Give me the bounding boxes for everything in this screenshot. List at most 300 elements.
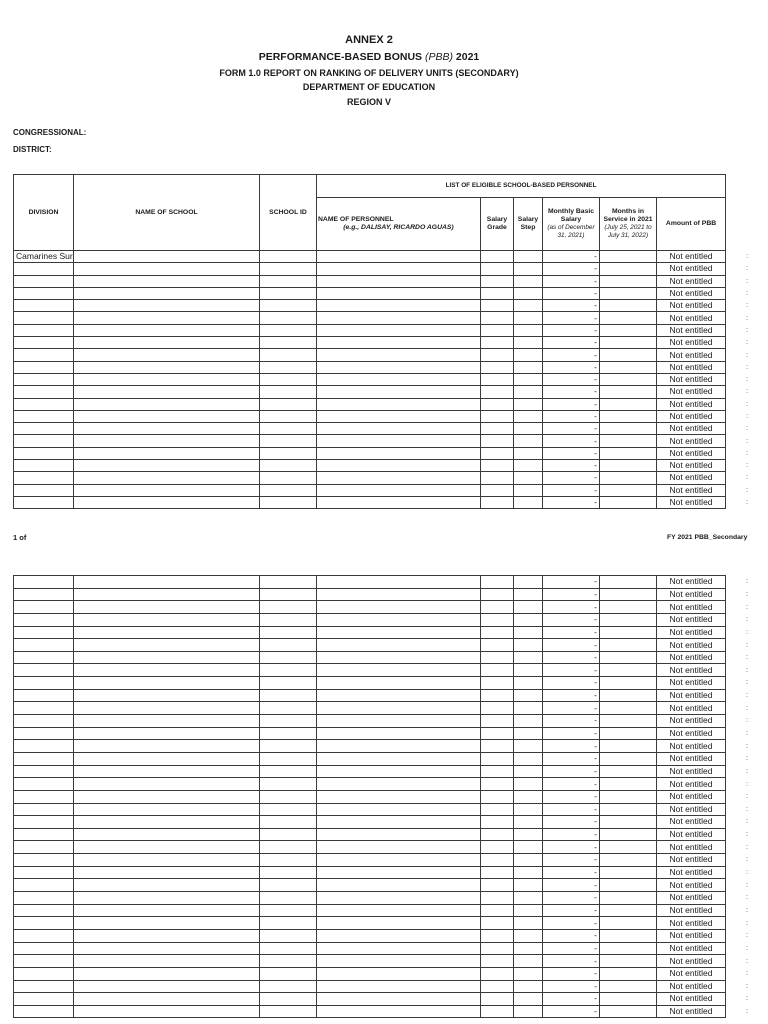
division-cell	[14, 803, 74, 816]
salary-grade-cell	[481, 361, 514, 373]
months-service-cell	[600, 312, 657, 324]
eligible-personnel-group-header: LIST OF ELIGIBLE SCHOOL-BASED PERSONNEL	[317, 175, 726, 198]
months-service-cell	[600, 588, 657, 601]
table-row	[14, 386, 756, 398]
salary-step-cell	[514, 816, 543, 829]
months-service-cell	[600, 816, 657, 829]
salary-step-cell	[514, 435, 543, 447]
salary-step-cell	[514, 460, 543, 472]
row-side-mark: :	[746, 363, 749, 371]
division-cell	[14, 349, 74, 361]
salary-step-cell	[514, 651, 543, 664]
salary-grade-cell	[481, 790, 514, 803]
months-service-cell	[600, 803, 657, 816]
salary-step-cell	[514, 803, 543, 816]
row-side-mark: :	[746, 957, 748, 965]
school-id-cell	[260, 967, 317, 980]
school-name-cell	[74, 702, 260, 715]
table-row	[14, 361, 756, 373]
months-service-cell	[600, 790, 657, 803]
row-side-mark: :	[746, 388, 749, 396]
monthly-salary-header-line: Monthly Basic	[547, 208, 595, 215]
school-id-cell	[260, 677, 317, 690]
school-name-cell	[74, 677, 260, 690]
division-cell	[14, 790, 74, 803]
row-side-mark: :	[746, 995, 748, 1003]
school-name-cell	[74, 942, 260, 955]
school-id-cell	[260, 275, 317, 287]
school-name-cell	[74, 423, 260, 435]
monthly-salary-cell: -	[543, 803, 600, 816]
months-service-cell	[600, 651, 657, 664]
school-id-cell	[260, 300, 317, 312]
division-cell	[14, 287, 74, 299]
personnel-name-cell	[317, 447, 481, 459]
personnel-name-cell	[317, 778, 481, 791]
monthly-salary-cell: -	[543, 651, 600, 664]
pbb-amount-cell: Not entitled	[657, 423, 726, 435]
monthly-salary-cell: -	[543, 386, 600, 398]
table-row	[14, 752, 756, 765]
salary-step-cell	[514, 664, 543, 677]
salary-grade-cell	[481, 879, 514, 892]
division-cell	[14, 816, 74, 829]
school-id-cell	[260, 588, 317, 601]
pbb-amount-cell: Not entitled	[657, 626, 726, 639]
school-id-cell	[260, 251, 317, 263]
table-row	[14, 460, 756, 472]
row-side-mark: :	[746, 413, 749, 420]
school-name-cell	[74, 639, 260, 652]
row-side-mark: :	[746, 932, 748, 940]
division-cell	[14, 472, 74, 484]
pbb-amount-cell: Not entitled	[657, 993, 726, 1006]
salary-step-cell	[514, 1005, 543, 1018]
congressional-label: CONGRESSIONAL:	[13, 128, 87, 137]
monthly-salary-cell: -	[543, 1005, 600, 1018]
salary-step-cell	[514, 639, 543, 652]
division-cell	[14, 841, 74, 854]
months-service-cell	[600, 373, 657, 385]
division-cell	[14, 664, 74, 677]
school-name-cell	[74, 398, 260, 410]
months-service-cell	[600, 337, 657, 349]
table-row	[14, 324, 756, 336]
months-service-cell	[600, 727, 657, 740]
monthly-salary-cell: -	[543, 601, 600, 614]
salary-step-cell	[514, 689, 543, 702]
row-side-mark: :	[746, 742, 748, 750]
pbb-amount-cell: Not entitled	[657, 410, 726, 422]
table-row	[14, 484, 756, 496]
division-cell	[14, 386, 74, 398]
salary-grade-cell	[481, 715, 514, 728]
school-name-cell	[74, 929, 260, 942]
row-side-mark: :	[746, 590, 748, 598]
school-id-cell	[260, 790, 317, 803]
row-side-mark: :	[746, 616, 748, 624]
row-side-mark: :	[746, 654, 748, 662]
school-id-cell	[260, 472, 317, 484]
region-name: REGION V	[346, 97, 391, 107]
division-cell	[14, 275, 74, 287]
division-cell	[14, 929, 74, 942]
monthly-salary-cell: -	[543, 664, 600, 677]
salary-step-header-line: Step	[520, 224, 536, 231]
division-cell	[14, 588, 74, 601]
annex-label: ANNEX 2	[345, 34, 393, 46]
monthly-salary-cell: -	[543, 816, 600, 829]
school-name-cell	[74, 300, 260, 312]
salary-step-cell	[514, 677, 543, 690]
pbb-amount-cell: Not entitled	[657, 287, 726, 299]
school-name-cell	[74, 349, 260, 361]
school-id-cell	[260, 778, 317, 791]
pbb-amount-cell: Not entitled	[657, 664, 726, 677]
pbb-amount-cell: Not entitled	[657, 778, 726, 791]
months-service-cell	[600, 460, 657, 472]
table-row	[14, 337, 756, 349]
school-id-cell	[260, 702, 317, 715]
salary-step-cell	[514, 398, 543, 410]
row-side-mark: :	[746, 290, 749, 298]
salary-grade-cell	[481, 967, 514, 980]
row-side-mark: :	[746, 906, 748, 914]
district-label: DISTRICT:	[13, 145, 52, 154]
row-side-mark: :	[746, 1008, 748, 1016]
salary-step-cell	[514, 601, 543, 614]
division-cell	[14, 892, 74, 905]
months-service-cell	[600, 689, 657, 702]
months-service-cell	[600, 275, 657, 287]
months-service-header-line: Service in 2021	[603, 216, 653, 223]
table-row	[14, 929, 756, 942]
monthly-salary-cell: -	[543, 752, 600, 765]
months-service-cell	[600, 715, 657, 728]
school-id-cell	[260, 664, 317, 677]
table-row	[14, 576, 756, 589]
personnel-name-cell	[317, 702, 481, 715]
salary-grade-cell	[481, 349, 514, 361]
salary-grade-cell	[481, 752, 514, 765]
months-service-cell	[600, 398, 657, 410]
salary-grade-cell	[481, 866, 514, 879]
school-id-cell	[260, 361, 317, 373]
monthly-salary-cell: -	[543, 790, 600, 803]
monthly-salary-cell: -	[543, 879, 600, 892]
salary-step-cell	[514, 752, 543, 765]
salary-step-cell	[514, 472, 543, 484]
monthly-salary-cell: -	[543, 980, 600, 993]
row-side-mark: :	[746, 578, 748, 586]
school-name-cell	[74, 841, 260, 854]
salary-grade-cell	[481, 980, 514, 993]
salary-step-cell	[514, 361, 543, 373]
pbb-amount-cell: Not entitled	[657, 816, 726, 829]
months-service-cell	[600, 639, 657, 652]
monthly-salary-cell: -	[543, 904, 600, 917]
pbb-amount-cell: Not entitled	[657, 752, 726, 765]
school-name-cell	[74, 435, 260, 447]
months-service-cell	[600, 993, 657, 1006]
salary-step-cell	[514, 765, 543, 778]
row-side-mark: :	[746, 603, 748, 611]
months-service-header	[600, 198, 657, 251]
salary-step-cell	[514, 929, 543, 942]
salary-grade-header	[481, 198, 514, 251]
months-service-cell	[600, 942, 657, 955]
personnel-name-cell	[317, 651, 481, 664]
monthly-salary-cell: -	[543, 435, 600, 447]
months-service-cell	[600, 386, 657, 398]
months-service-cell	[600, 955, 657, 968]
personnel-name-cell	[317, 626, 481, 639]
salary-step-cell	[514, 790, 543, 803]
table-row	[14, 778, 756, 791]
table-row	[14, 588, 756, 601]
monthly-salary-cell: -	[543, 287, 600, 299]
document-title	[0, 52, 738, 64]
salary-grade-cell	[481, 639, 514, 652]
monthly-salary-cell: -	[543, 361, 600, 373]
school-id-cell	[260, 715, 317, 728]
salary-grade-cell	[481, 447, 514, 459]
table-row	[14, 447, 756, 459]
pbb-amount-cell: Not entitled	[657, 601, 726, 614]
school-id-cell	[260, 1005, 317, 1018]
school-name-cell	[74, 287, 260, 299]
pbb-amount-cell: Not entitled	[657, 828, 726, 841]
table-row	[14, 854, 756, 867]
table-row	[14, 892, 756, 905]
personnel-name-cell	[317, 790, 481, 803]
school-id-cell	[260, 460, 317, 472]
salary-step-cell	[514, 715, 543, 728]
personnel-name-cell	[317, 1005, 481, 1018]
row-side-mark: :	[746, 831, 748, 839]
title-abbreviation: (PBB)	[424, 51, 453, 63]
monthly-salary-cell: -	[543, 828, 600, 841]
salary-grade-cell	[481, 613, 514, 626]
table-row	[14, 1005, 756, 1018]
pbb-amount-cell: Not entitled	[657, 803, 726, 816]
monthly-salary-cell: -	[543, 639, 600, 652]
monthly-salary-header-line: Salary	[560, 216, 582, 223]
division-cell	[14, 778, 74, 791]
months-service-cell	[600, 410, 657, 422]
school-id-cell	[260, 765, 317, 778]
school-name-cell	[74, 472, 260, 484]
pbb-amount-cell: Not entitled	[657, 715, 726, 728]
school-name-cell	[74, 790, 260, 803]
salary-grade-cell	[481, 929, 514, 942]
salary-grade-cell	[481, 892, 514, 905]
pbb-amount-cell: Not entitled	[657, 435, 726, 447]
table-row	[14, 803, 756, 816]
division-cell	[14, 1005, 74, 1018]
months-service-cell	[600, 601, 657, 614]
table-row	[14, 601, 756, 614]
salary-grade-cell	[481, 626, 514, 639]
table-row	[14, 702, 756, 715]
row-side-mark: :	[746, 755, 748, 763]
table-row	[14, 496, 756, 508]
school-name-cell	[74, 752, 260, 765]
salary-grade-cell	[481, 373, 514, 385]
salary-grade-cell	[481, 423, 514, 435]
school-id-cell	[260, 263, 317, 275]
school-id-cell	[260, 337, 317, 349]
school-name-cell	[74, 312, 260, 324]
division-cell	[14, 312, 74, 324]
table-row	[14, 651, 756, 664]
monthly-salary-cell: -	[543, 967, 600, 980]
personnel-name-cell	[317, 942, 481, 955]
pbb-amount-cell: Not entitled	[657, 866, 726, 879]
school-id-cell	[260, 626, 317, 639]
salary-grade-header-line: Salary	[486, 216, 508, 223]
salary-grade-cell	[481, 854, 514, 867]
row-side-mark: :	[746, 982, 748, 990]
personnel-name-cell	[317, 601, 481, 614]
monthly-salary-note: (as of December	[547, 224, 595, 231]
division-cell	[14, 626, 74, 639]
months-service-cell	[600, 324, 657, 336]
file-name-label: FY 2021 PBB_Secondary	[667, 534, 748, 541]
school-name-cell	[74, 373, 260, 385]
personnel-name-cell	[317, 740, 481, 753]
pbb-amount-cell: Not entitled	[657, 955, 726, 968]
months-service-cell	[600, 929, 657, 942]
school-name-cell	[74, 803, 260, 816]
salary-grade-cell	[481, 904, 514, 917]
personnel-name-header-label: NAME OF PERSONNEL	[318, 216, 394, 223]
division-cell	[14, 496, 74, 508]
months-service-cell	[600, 765, 657, 778]
school-name-cell	[74, 460, 260, 472]
pbb-amount-cell: Not entitled	[657, 689, 726, 702]
personnel-table-page-1	[13, 174, 756, 509]
table-row	[14, 275, 756, 287]
table-row	[14, 300, 756, 312]
months-service-cell	[600, 300, 657, 312]
table-row	[14, 639, 756, 652]
personnel-name-cell	[317, 496, 481, 508]
row-side-mark: :	[746, 449, 749, 457]
personnel-name-cell	[317, 677, 481, 690]
months-service-cell	[600, 904, 657, 917]
division-cell	[14, 601, 74, 614]
division-cell	[14, 702, 74, 715]
salary-grade-cell	[481, 702, 514, 715]
salary-grade-cell	[481, 664, 514, 677]
table-row	[14, 917, 756, 930]
personnel-name-cell	[317, 752, 481, 765]
salary-grade-cell	[481, 460, 514, 472]
school-name-cell	[74, 917, 260, 930]
school-id-cell	[260, 828, 317, 841]
school-name-cell	[74, 447, 260, 459]
salary-step-cell	[514, 484, 543, 496]
division-cell	[14, 917, 74, 930]
personnel-name-cell	[317, 373, 481, 385]
division-cell	[14, 904, 74, 917]
salary-grade-cell	[481, 251, 514, 263]
salary-step-cell	[514, 854, 543, 867]
salary-grade-cell	[481, 917, 514, 930]
pbb-amount-cell: Not entitled	[657, 263, 726, 275]
pbb-amount-cell: Not entitled	[657, 613, 726, 626]
salary-step-cell	[514, 386, 543, 398]
pbb-amount-cell: Not entitled	[657, 942, 726, 955]
salary-step-cell	[514, 828, 543, 841]
school-name-cell	[74, 727, 260, 740]
salary-step-cell	[514, 917, 543, 930]
monthly-salary-cell: -	[543, 588, 600, 601]
school-name-cell	[74, 361, 260, 373]
school-id-cell	[260, 423, 317, 435]
school-id-cell	[260, 803, 317, 816]
row-side-mark: :	[746, 302, 749, 310]
division-header: DIVISION	[14, 175, 74, 251]
personnel-name-cell	[317, 349, 481, 361]
row-side-mark: :	[746, 641, 748, 649]
school-name-cell	[74, 892, 260, 905]
salary-grade-cell	[481, 727, 514, 740]
division-cell	[14, 613, 74, 626]
table-row	[14, 312, 756, 324]
monthly-salary-cell: -	[543, 702, 600, 715]
pbb-amount-cell: Not entitled	[657, 892, 726, 905]
table-row	[14, 423, 756, 435]
salary-grade-cell	[481, 300, 514, 312]
salary-grade-cell	[481, 803, 514, 816]
salary-step-cell	[514, 300, 543, 312]
personnel-name-cell	[317, 639, 481, 652]
division-cell	[14, 410, 74, 422]
pbb-amount-cell: Not entitled	[657, 929, 726, 942]
school-id-cell	[260, 841, 317, 854]
school-id-cell	[260, 993, 317, 1006]
personnel-name-cell	[317, 929, 481, 942]
school-name-cell	[74, 496, 260, 508]
table-row	[14, 626, 756, 639]
pbb-amount-cell: Not entitled	[657, 980, 726, 993]
division-cell	[14, 955, 74, 968]
months-service-cell	[600, 917, 657, 930]
division-cell	[14, 639, 74, 652]
row-side-mark: :	[746, 425, 749, 433]
pbb-amount-cell: Not entitled	[657, 460, 726, 472]
division-cell	[14, 727, 74, 740]
monthly-salary-cell: -	[543, 251, 600, 263]
row-side-mark: :	[746, 780, 748, 788]
months-service-cell	[600, 349, 657, 361]
salary-step-cell	[514, 447, 543, 459]
page-number-label: 1 of	[13, 533, 27, 542]
division-cell	[14, 854, 74, 867]
row-side-mark: :	[746, 666, 748, 674]
row-side-mark: :	[746, 265, 749, 273]
table-row	[14, 263, 756, 275]
personnel-name-cell	[317, 312, 481, 324]
salary-grade-cell	[481, 312, 514, 324]
pbb-amount-cell: Not entitled	[657, 588, 726, 601]
table-row	[14, 816, 756, 829]
personnel-name-cell	[317, 300, 481, 312]
salary-step-cell	[514, 892, 543, 905]
title-year: 2021	[453, 51, 480, 63]
